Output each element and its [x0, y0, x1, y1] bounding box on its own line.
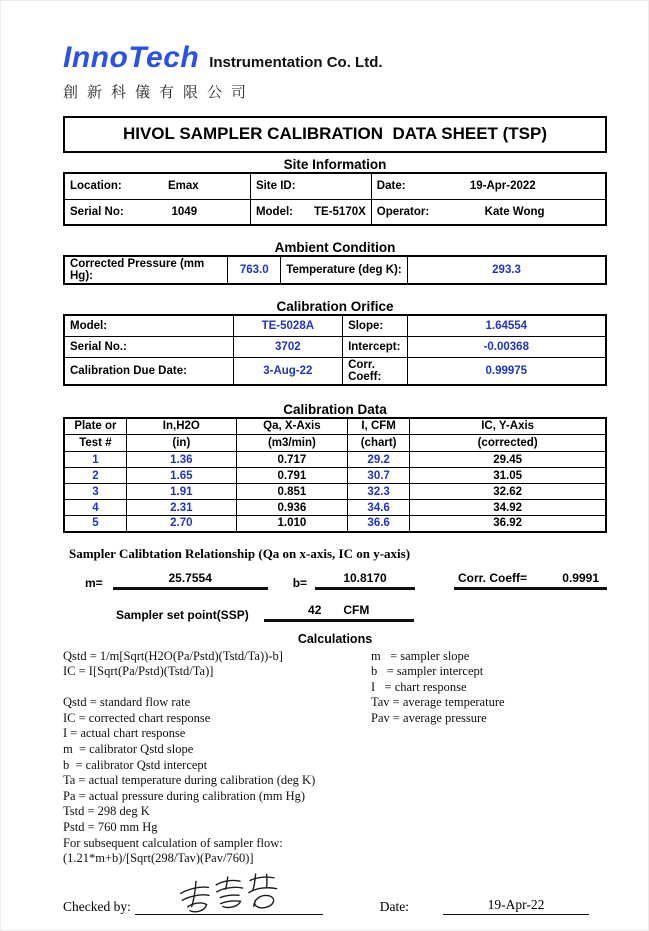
slope-label: Slope:	[343, 315, 407, 336]
column-header: I, CFM	[347, 418, 409, 435]
data-cell: 1.010	[236, 516, 347, 532]
calibration-orifice-heading: Calibration Orifice	[276, 299, 394, 314]
site-information-table	[63, 172, 607, 226]
m-label: m=	[85, 575, 103, 590]
location-value: Emax	[168, 180, 199, 193]
location-cell	[64, 173, 250, 199]
ambient-condition-table	[63, 255, 607, 285]
table-row	[64, 173, 606, 199]
data-cell: 36.6	[347, 516, 409, 532]
footer-date-value: 19-Apr-22	[443, 897, 589, 915]
data-cell: 0.717	[236, 452, 347, 468]
calibration-orifice-table	[63, 314, 607, 386]
legend-line: b = sampler intercept	[371, 664, 484, 679]
column-header: In,H2O	[126, 418, 236, 435]
sign-off-row	[63, 897, 607, 915]
data-cell: 29.2	[347, 452, 409, 468]
data-cell: 36.92	[410, 516, 606, 532]
data-cell: 0.851	[236, 484, 347, 500]
table-row	[64, 500, 606, 516]
data-cell: 31.05	[410, 468, 606, 484]
calculations-heading: Calculations	[297, 631, 373, 646]
b-label: b=	[292, 575, 308, 590]
company-name-chinese: 創新科儀有限公司	[63, 84, 256, 101]
pressure-label: Corrected Pressure (mm Hg):	[64, 256, 228, 284]
pressure-value: 763.0	[228, 256, 281, 284]
data-cell: 1.65	[126, 468, 236, 484]
operator-label: Operator:	[376, 205, 430, 218]
formula-line: m = calibrator Qstd slope	[63, 742, 194, 757]
data-cell: 3	[64, 484, 126, 500]
formula-line: IC = I[Sqrt(Pa/Pstd)(Tstd/Ta)]	[63, 664, 214, 679]
orifice-serial-value: 3702	[233, 336, 342, 357]
company-logo: InnoTech	[63, 41, 200, 74]
data-cell: 1	[64, 452, 126, 468]
date-value: 19-Apr-2022	[469, 180, 536, 193]
slope-intercept-row	[63, 570, 607, 590]
b-value: 10.8170	[315, 571, 415, 590]
formula-line: For subsequent calculation of sampler flow:	[63, 835, 283, 850]
calibration-data-table	[63, 417, 607, 533]
data-cell: 34.92	[410, 500, 606, 516]
data-cell: 0.936	[236, 500, 347, 516]
table-row	[64, 468, 606, 484]
ambient-condition-heading: Ambient Condition	[274, 240, 396, 255]
column-header: (in)	[126, 435, 236, 452]
table-row	[64, 484, 606, 500]
table-row	[64, 336, 606, 357]
ssp-unit: CFM	[343, 602, 370, 617]
model-value: TE-5170X	[314, 205, 366, 218]
calculations-right-column	[371, 649, 607, 867]
calculations-left-column	[63, 649, 371, 867]
site-information-heading: Site Information	[283, 157, 387, 172]
data-cell: 34.6	[347, 500, 409, 516]
data-cell: 30.7	[347, 468, 409, 484]
table-row	[64, 452, 606, 468]
formula-line	[63, 680, 371, 696]
company-name: Instrumentation Co. Ltd.	[209, 54, 383, 71]
column-header: (chart)	[347, 435, 409, 452]
m-value: 25.7554	[113, 571, 268, 590]
sheet-title: HIVOL SAMPLER CALIBRATION DATA SHEET (TSP)	[63, 116, 607, 153]
legend-line: I = chart response	[371, 679, 467, 694]
table-header-row	[64, 418, 606, 435]
temperature-value: 293.3	[408, 256, 606, 284]
legend-line: m = sampler slope	[371, 648, 470, 663]
corr-coeff-label: Corr. Coeff=	[458, 570, 528, 585]
date-label: Date:	[376, 180, 406, 193]
table-row	[64, 315, 606, 336]
intercept-value: -0.00368	[407, 336, 606, 357]
formula-line: I = actual chart response	[63, 726, 186, 741]
sampler-set-point-row	[63, 604, 607, 622]
model-label: Model:	[255, 205, 293, 218]
column-header: Plate or	[64, 418, 126, 435]
formula-line: IC = corrected chart response	[63, 710, 211, 725]
formula-line: Pstd = 760 mm Hg	[63, 820, 158, 835]
formula-line: Tstd = 298 deg K	[63, 804, 150, 819]
location-label: Location:	[70, 180, 122, 193]
table-row	[64, 357, 606, 385]
checked-by-line	[135, 914, 323, 915]
formula-line: Qstd = 1/m[Sqrt(H2O(Pa/Pstd)(Tstd/Ta))-b]	[63, 648, 283, 663]
orifice-model-value: TE-5028A	[233, 315, 342, 336]
orifice-serial-label: Serial No.:	[64, 336, 233, 357]
table-header-row	[64, 435, 606, 452]
corr-coeff-label: Corr. Coeff:	[343, 357, 407, 385]
formula-line: Qstd = standard flow rate	[63, 695, 191, 710]
data-cell: 29.45	[410, 452, 606, 468]
data-cell: 1.91	[126, 484, 236, 500]
calculations-block	[63, 649, 607, 867]
signature	[172, 870, 287, 920]
data-cell: 0.791	[236, 468, 347, 484]
slope-value: 1.64554	[407, 315, 606, 336]
table-row	[64, 199, 606, 225]
data-cell: 32.62	[410, 484, 606, 500]
model-cell	[250, 199, 371, 225]
formula-line: Pa = actual pressure during calibration (mm Hg)	[63, 788, 306, 803]
data-cell: 2	[64, 468, 126, 484]
column-header: Test #	[64, 435, 126, 452]
date-cell	[371, 173, 606, 199]
data-cell: 2.70	[126, 516, 236, 532]
data-cell: 1.36	[126, 452, 236, 468]
formula-line: Ta = actual temperature during calibration (deg K)	[63, 773, 316, 788]
serial-cell	[64, 199, 250, 225]
legend-line: Pav = average pressure	[371, 710, 487, 725]
serial-value: 1049	[171, 205, 198, 218]
data-cell: 5	[64, 516, 126, 532]
footer-date-label: Date:	[379, 898, 409, 914]
data-cell: 2.31	[126, 500, 236, 516]
temperature-label: Temperature (deg K):	[281, 256, 408, 284]
intercept-label: Intercept:	[343, 336, 407, 357]
data-cell: 32.3	[347, 484, 409, 500]
site-id-label: Site ID:	[255, 180, 296, 193]
column-header: Qa, X-Axis	[236, 418, 347, 435]
formula-line: b = calibrator Qstd intercept	[63, 757, 208, 772]
legend-line: Tav = average temperature	[371, 695, 505, 710]
data-cell: 4	[64, 500, 126, 516]
site-id-cell	[250, 173, 371, 199]
letterhead	[63, 41, 607, 102]
due-date-value: 3-Aug-22	[233, 357, 342, 385]
checked-by-label: Checked by:	[63, 898, 131, 914]
table-row	[64, 516, 606, 532]
relationship-heading: Sampler Calibtation Relationship (Qa on x-axis, IC on y-axis)	[69, 545, 411, 561]
corr-coeff-value: 0.9991	[562, 570, 599, 585]
column-header: (corrected)	[410, 435, 606, 452]
table-row	[64, 256, 606, 284]
column-header: IC, Y-Axis	[410, 418, 606, 435]
formula-line: (1.21*m+b)/[Sqrt(298/Tav)(Pav/760)]	[63, 851, 254, 866]
due-date-label: Calibration Due Date:	[64, 357, 233, 385]
operator-cell	[371, 199, 606, 225]
calibration-data-heading: Calibration Data	[283, 401, 387, 417]
operator-value: Kate Wong	[484, 205, 545, 218]
orifice-model-label: Model:	[64, 315, 233, 336]
serial-label: Serial No:	[70, 205, 124, 218]
corr-coeff-value: 0.99975	[407, 357, 606, 385]
column-header: (m3/min)	[236, 435, 347, 452]
ssp-label: Sampler set point(SSP)	[116, 607, 249, 622]
ssp-value: 42	[308, 602, 322, 617]
